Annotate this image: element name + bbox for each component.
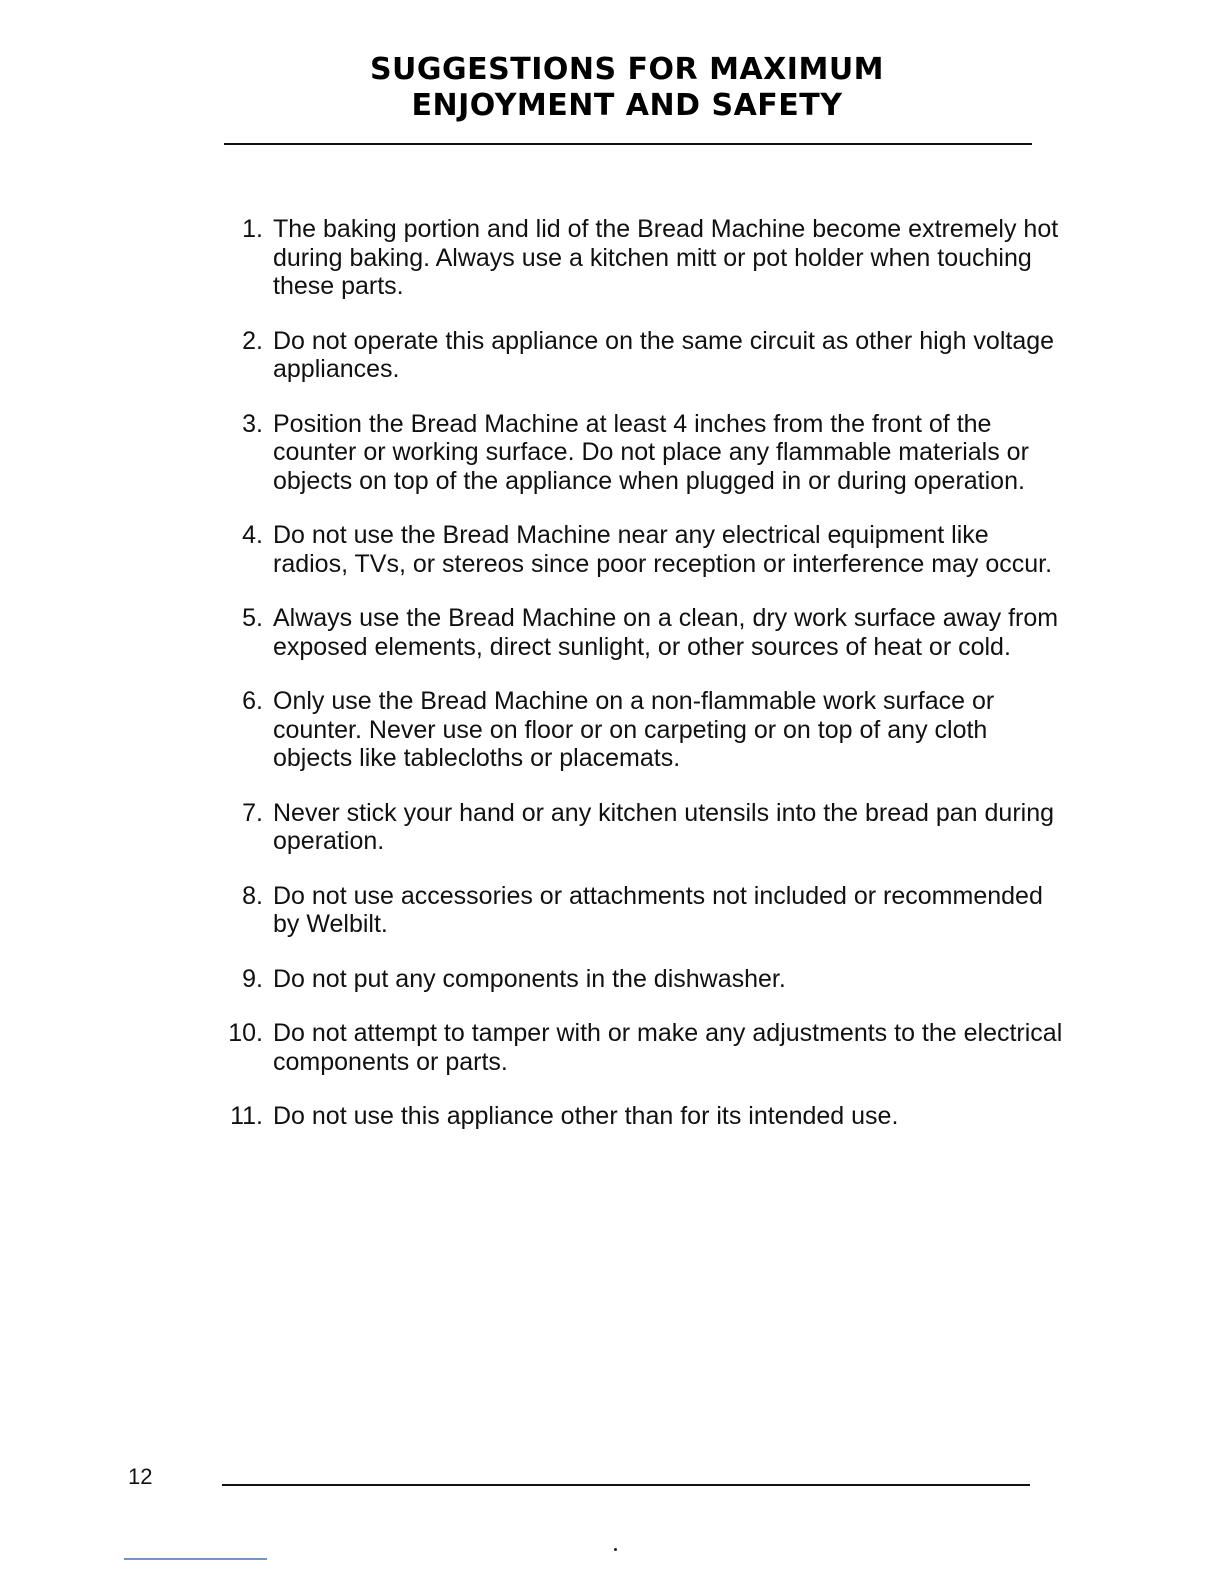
list-item-text: Do not use accessories or attachments not included or recommended by Welbilt.: [273, 881, 1043, 938]
list-item-number: 7.: [242, 798, 263, 827]
list-item-number: 10.: [228, 1019, 263, 1047]
list-item: [0, 215, 1224, 301]
scan-speck: [614, 1548, 617, 1551]
scan-edge-line: [124, 1558, 267, 1560]
list-item-number: 6.: [242, 687, 263, 715]
list-item: [0, 410, 1224, 496]
list-item-text: The baking portion and lid of the Bread Machine become extremely hot during baking. Always use a kitchen mitt or pot holder when touching these parts.: [273, 215, 1059, 300]
list-item-number: 9.: [242, 964, 263, 993]
list-item: [0, 965, 1224, 994]
list-item: [0, 882, 1224, 939]
list-item-text: Only use the Bread Machine on a non-flammable work surface or counter. Never use on floor or on carpeting or on top of any cloth objects like tablecloths or placemats.: [273, 687, 995, 772]
page-title-line-1: SUGGESTIONS FOR MAXIMUM: [369, 52, 885, 87]
list-item-text: Position the Bread Machine at least 4 inches from the front of the counter or working surface. Do not place any flammable materials or objects on top of the appliance when plugged in or during operation.: [273, 409, 1029, 495]
list-item: [0, 604, 1224, 661]
list-item-number: 1.: [242, 215, 263, 243]
list-item: [0, 327, 1224, 384]
list-item-text: Do not use the Bread Machine near any electrical equipment like radios, TVs, or stereos since poor reception or interference may occur.: [273, 521, 1053, 578]
list-item-number: 8.: [242, 881, 263, 910]
page-title-line-2: ENJOYMENT AND SAFETY: [411, 88, 843, 123]
page-title: [0, 52, 1224, 124]
list-item-number: 3.: [242, 409, 263, 438]
list-item-text: Do not attempt to tamper with or make any adjustments to the electrical components or parts.: [273, 1019, 1063, 1076]
safety-suggestions-list: [0, 215, 1224, 1157]
list-item-text: Do not put any components in the dishwasher.: [273, 964, 786, 993]
list-item: [0, 799, 1224, 856]
list-item-text: Do not operate this appliance on the same circuit as other high voltage appliances.: [273, 326, 1055, 383]
footer-divider: [222, 1484, 1030, 1486]
list-item-text: Never stick your hand or any kitchen utensils into the bread pan during operation.: [273, 798, 1055, 855]
list-item: [0, 1019, 1224, 1076]
header-divider: [224, 143, 1032, 145]
list-item-number: 4.: [242, 521, 263, 549]
list-item: [0, 1102, 1224, 1131]
list-item-number: 5.: [242, 604, 263, 632]
list-item-number: 2.: [242, 326, 263, 355]
page-number: 12: [128, 1464, 153, 1489]
list-item-text: Always use the Bread Machine on a clean, dry work surface away from exposed elements, direct sunlight, or other sources of heat or cold.: [273, 604, 1059, 661]
list-item: [0, 521, 1224, 578]
list-item-number: 11.: [230, 1102, 263, 1130]
list-item: [0, 687, 1224, 773]
list-item-text: Do not use this appliance other than for its intended use.: [273, 1102, 899, 1130]
